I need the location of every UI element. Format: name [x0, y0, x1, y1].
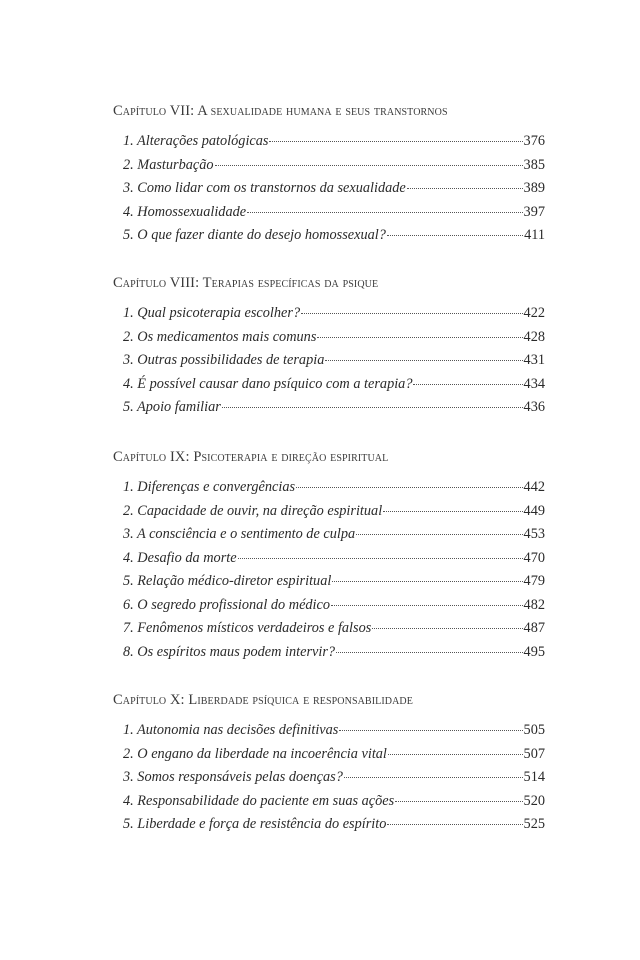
toc-entry: [123, 177, 545, 201]
entry-list: [123, 302, 545, 420]
dot-leader: [387, 824, 522, 825]
dot-leader: [407, 188, 523, 189]
entry-title: 2. Os medicamentos mais comuns: [123, 328, 317, 345]
chapter-title: [113, 273, 545, 293]
entry-page: 507: [523, 745, 545, 762]
entry-title: 5. Liberdade e força de resistência do espírito: [123, 816, 387, 832]
entry-title: 5. O que fazer diante do desejo homossexual?: [123, 227, 386, 243]
entry-title: 5. Apoio familiar: [123, 399, 221, 415]
chapter-title: [113, 447, 545, 467]
chapter-x: [113, 690, 545, 837]
entry-page: 385: [523, 156, 545, 173]
entry-page: 411: [524, 227, 545, 243]
dot-leader: [332, 581, 522, 582]
toc-entry: [123, 326, 545, 350]
dot-leader: [269, 141, 522, 142]
chapter-viii: [113, 273, 545, 420]
chapter-title-text: Capítulo VIII: Terapias específicas da psique: [113, 275, 379, 291]
entry-page: 487: [523, 620, 545, 636]
toc-entry: [123, 373, 545, 397]
entry-title: 2. O engano da liberdade na incoerência vital: [123, 745, 387, 762]
dot-leader: [331, 605, 523, 606]
toc-entry: [123, 130, 545, 154]
entry-title: 4. Responsabilidade do paciente em suas ações: [123, 792, 395, 809]
toc-entry: [123, 302, 545, 326]
toc-entry: [123, 617, 545, 641]
toc-entry: [123, 594, 545, 618]
toc-entry: [123, 766, 545, 790]
toc-entry: [123, 547, 545, 571]
dot-leader: [215, 165, 523, 166]
dot-leader: [372, 628, 522, 629]
chapter-title: [113, 690, 545, 710]
entry-title: 3. Como lidar com os transtornos da sexualidade: [123, 180, 406, 196]
dot-leader: [387, 235, 523, 236]
entry-page: 449: [523, 502, 545, 519]
toc-entry: [123, 790, 545, 814]
entry-title: 4. É possível causar dano psíquico com a terapia?: [123, 375, 413, 392]
entry-title: 1. Diferenças e convergências: [123, 479, 296, 495]
entry-title: 5. Relação médico-diretor espiritual: [123, 573, 332, 589]
entry-title: 1. Alterações patológicas: [123, 133, 269, 149]
dot-leader: [336, 652, 522, 653]
chapter-ix: [113, 447, 545, 664]
dot-leader: [344, 777, 523, 778]
dot-leader: [222, 407, 523, 408]
entry-title: 4. Homossexualidade: [123, 203, 247, 220]
entry-page: 422: [523, 305, 545, 321]
toc-entry: [123, 641, 545, 665]
toc-entry: [123, 201, 545, 225]
entry-title: 2. Capacidade de ouvir, na direção espiritual: [123, 502, 383, 519]
dot-leader: [413, 384, 522, 385]
chapter-title-text: Capítulo VII: A sexualidade humana e seus transtornos: [113, 103, 448, 119]
entry-page: 434: [523, 375, 545, 392]
entry-page: 495: [523, 643, 545, 660]
dot-leader: [388, 754, 523, 755]
entry-title: 3. A consciência e o sentimento de culpa: [123, 526, 356, 542]
dot-leader: [301, 313, 522, 314]
chapter-vii: [113, 101, 545, 248]
entry-page: 505: [523, 722, 545, 738]
entry-page: 397: [523, 203, 545, 220]
entry-title: 4. Desafio da morte: [123, 549, 237, 566]
entry-page: 520: [523, 792, 545, 809]
entry-title: 1. Qual psicoterapia escolher?: [123, 305, 301, 321]
toc-entry: [123, 396, 545, 420]
dot-leader: [247, 212, 522, 213]
dot-leader: [356, 534, 522, 535]
toc-entry: [123, 743, 545, 767]
entry-page: 389: [523, 180, 545, 196]
entry-page: 482: [523, 596, 545, 613]
dot-leader: [238, 558, 523, 559]
entry-list: [123, 719, 545, 837]
entry-page: 453: [523, 526, 545, 542]
entry-title: 1. Autonomia nas decisões definitivas: [123, 722, 339, 738]
entry-list: [123, 476, 545, 664]
entry-page: 428: [523, 328, 545, 345]
entry-page: 431: [523, 352, 545, 368]
entry-title: 6. O segredo profissional do médico: [123, 596, 331, 613]
entry-page: 479: [523, 573, 545, 589]
entry-page: 470: [523, 549, 545, 566]
toc-entry: [123, 154, 545, 178]
toc-entry: [123, 523, 545, 547]
toc-entry: [123, 224, 545, 248]
entry-title: 2. Masturbação: [123, 156, 214, 173]
chapter-title-text: Capítulo IX: Psicoterapia e direção espiritual: [113, 449, 389, 465]
toc-entry: [123, 570, 545, 594]
toc-entry: [123, 500, 545, 524]
entry-page: 514: [523, 769, 545, 785]
entry-page: 436: [523, 399, 545, 415]
entry-title: 3. Somos responsáveis pelas doenças?: [123, 769, 343, 785]
toc-entry: [123, 476, 545, 500]
toc-entry: [123, 349, 545, 373]
entry-page: 376: [523, 133, 545, 149]
dot-leader: [395, 801, 522, 802]
dot-leader: [383, 511, 522, 512]
entry-title: 8. Os espíritos maus podem intervir?: [123, 643, 336, 660]
toc-entry: [123, 813, 545, 837]
entry-list: [123, 130, 545, 248]
dot-leader: [296, 487, 523, 488]
entry-page: 442: [523, 479, 545, 495]
chapter-title-text: Capítulo X: Liberdade psíquica e responsabilidade: [113, 692, 413, 708]
dot-leader: [325, 360, 522, 361]
dot-leader: [339, 730, 522, 731]
entry-title: 3. Outras possibilidades de terapia: [123, 352, 325, 368]
entry-title: 7. Fenômenos místicos verdadeiros e falsos: [123, 620, 372, 636]
entry-page: 525: [523, 816, 545, 832]
toc-entry: [123, 719, 545, 743]
chapter-title: [113, 101, 545, 121]
dot-leader: [317, 337, 522, 338]
